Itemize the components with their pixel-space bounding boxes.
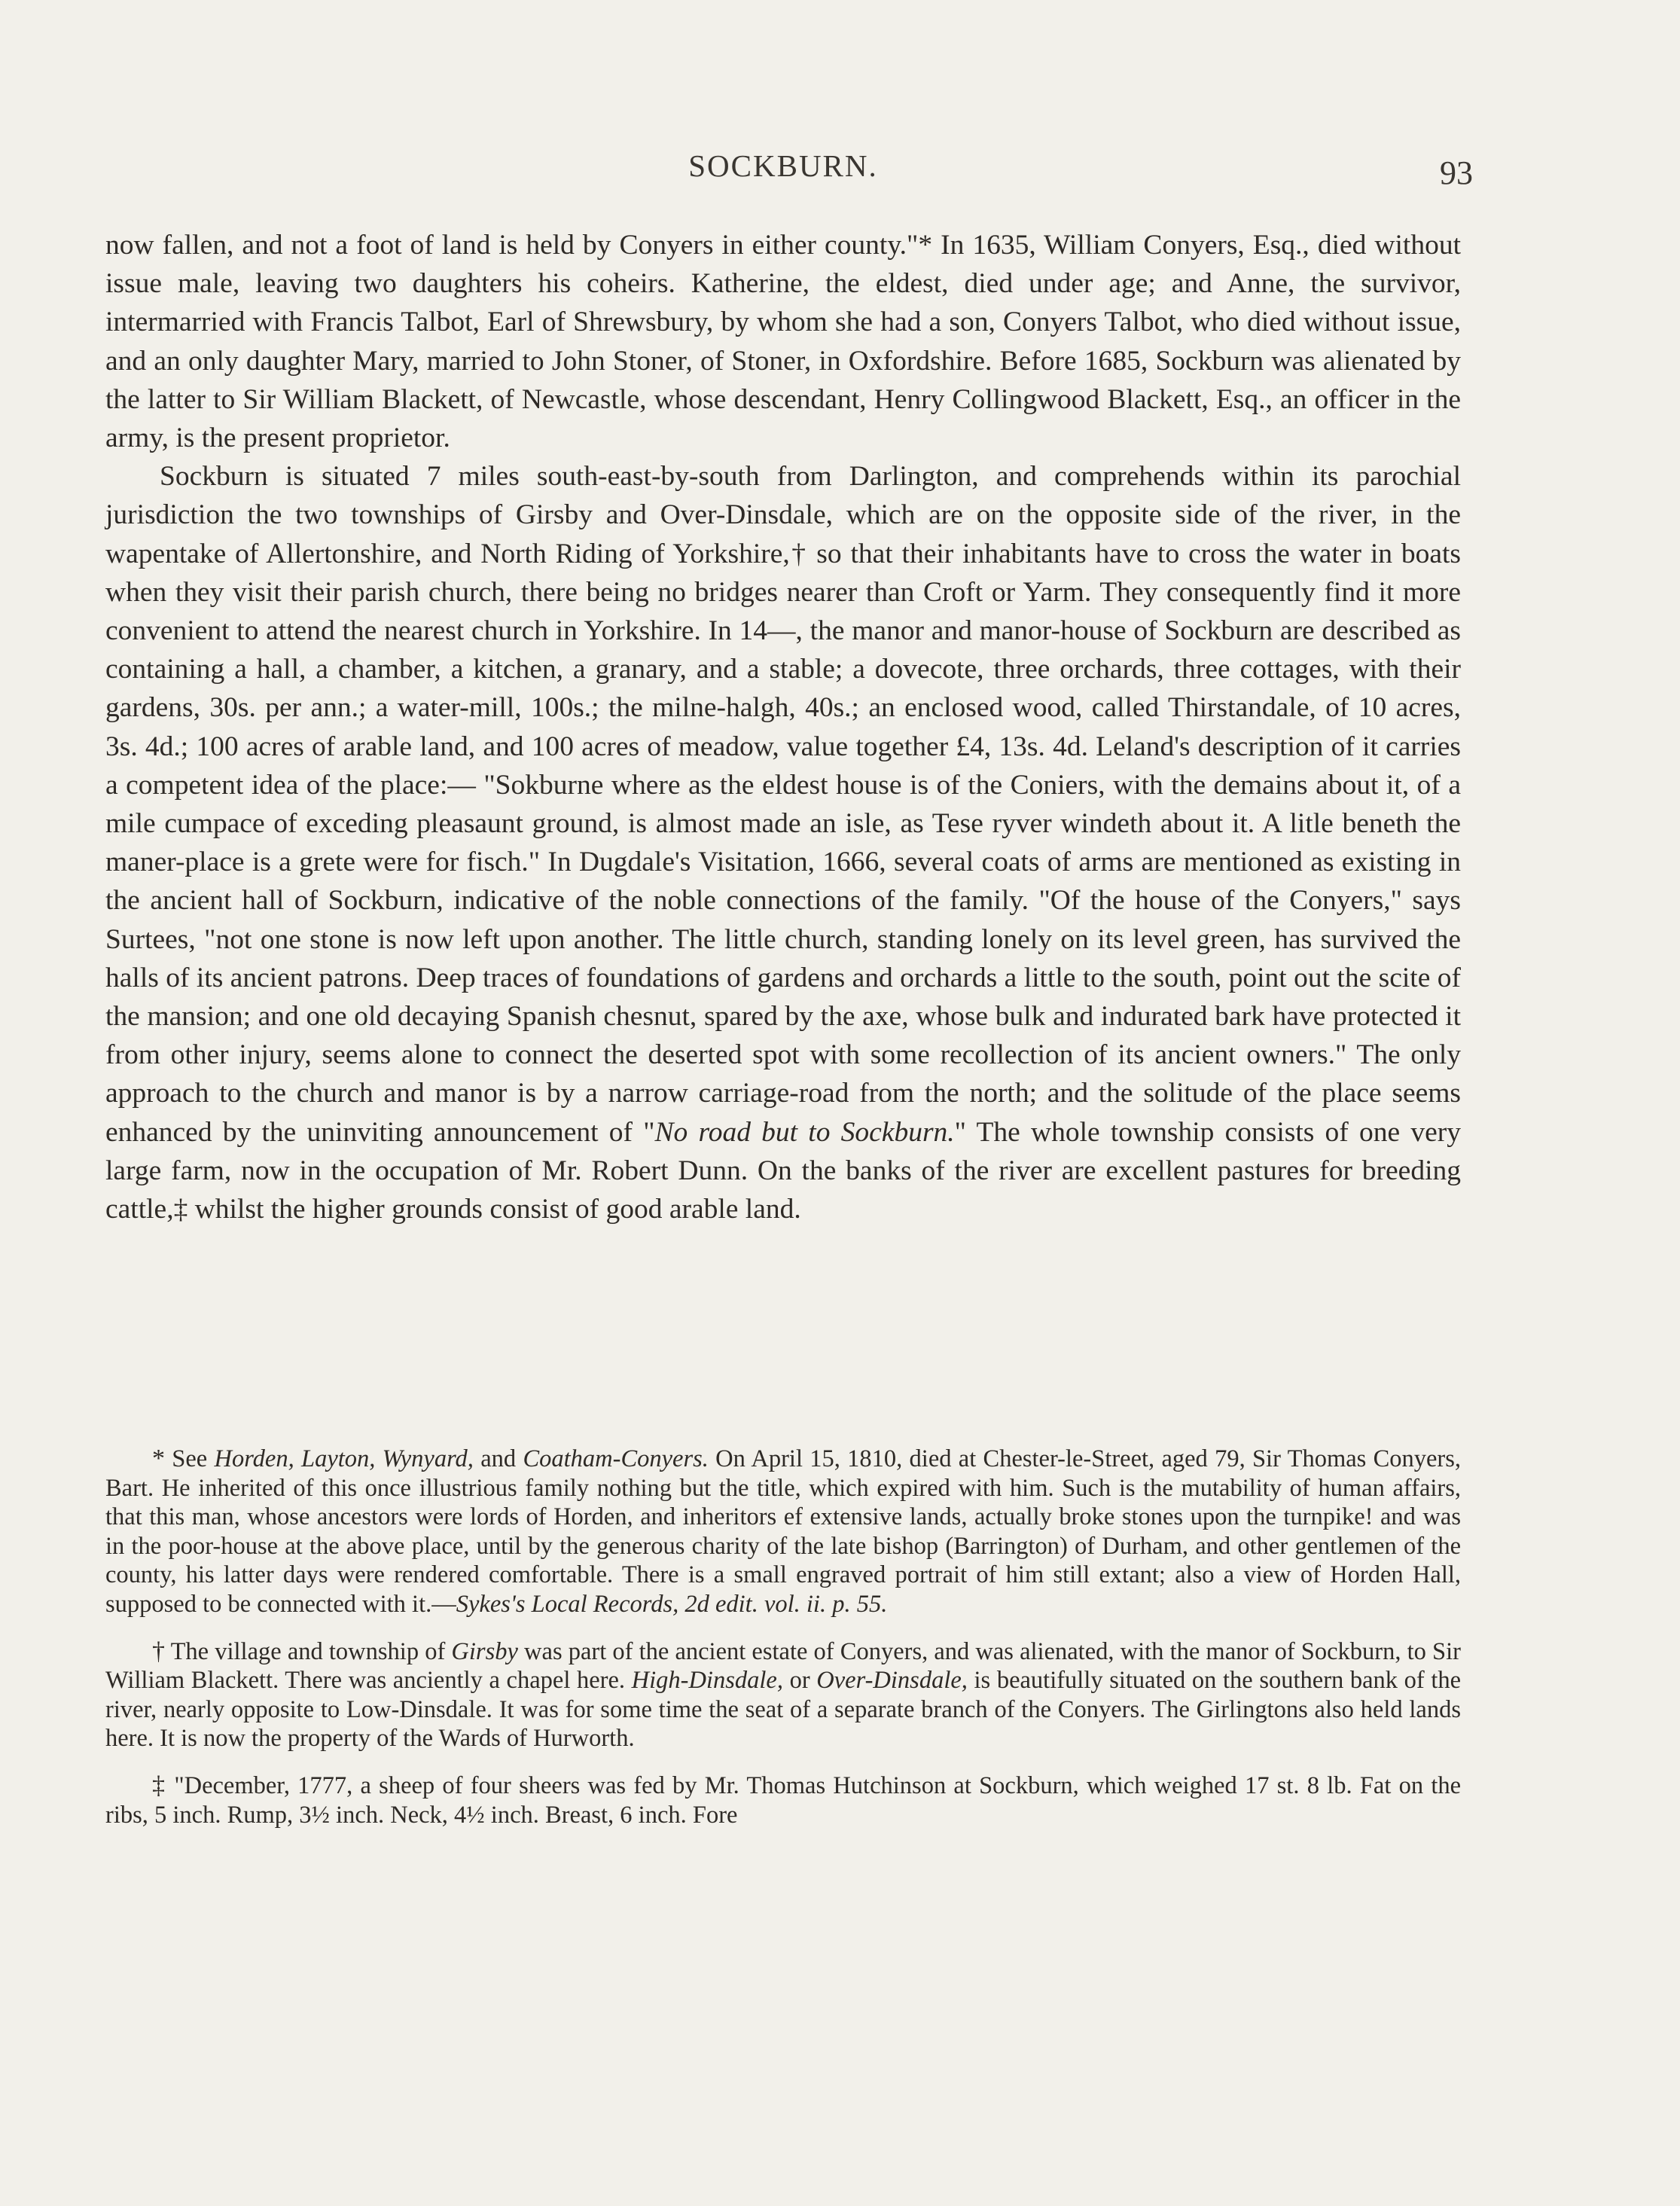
footnote-italic-high-dinsdale: High-Dinsdale, xyxy=(631,1667,783,1695)
footnotes xyxy=(105,1445,1461,1847)
footnote-text: is beautifully situated on the southern bank of the river, nearly opposite to Low-Dinsdale. It was for some time the seat of a separate branch of the Conyers. The Girlingtons also held lands here. It is now the property of the Wards of Hurworth. xyxy=(105,1667,1462,1753)
footnote-dagger xyxy=(105,1637,1461,1753)
footnote-text: or xyxy=(789,1667,810,1695)
footnote-marker: * xyxy=(152,1445,165,1472)
footnote-asterisk xyxy=(105,1445,1461,1619)
footnote-marker: ‡ xyxy=(152,1771,167,1799)
page-number: 93 xyxy=(1440,154,1473,191)
footnote-source-italic: Sykes's Local Records, 2d edit. vol. ii. p. 55. xyxy=(456,1590,888,1618)
paragraph-text-after-quote: " The whole township consists of one very large farm, now in the occupation of Mr. Robert Dunn. On the banks of the river are excellent pastures for breeding cattle,‡ whilst the higher grounds consist of good arable land. xyxy=(105,1116,1461,1225)
footnote-ref-italic: Coatham-Conyers. xyxy=(523,1445,709,1472)
footnote-text: "December, 1777, a sheep of four sheers was fed by Mr. Thomas Hutchinson at Sockburn, which weighed 17 st. 8 lb. Fat on the ribs, 5 inch. Rump, 3½ inch. Neck, 4½ inch. Breast, 6 inch. Fore xyxy=(105,1771,1462,1829)
running-title: SOCKBURN. xyxy=(688,148,878,183)
footnote-ref-italic: Horden, Layton, Wynyard, xyxy=(214,1445,474,1472)
footnote-italic-girsby: Girsby xyxy=(451,1637,518,1665)
footnote-marker: † xyxy=(152,1637,166,1665)
footnote-italic-over-dinsdale: Over-Dinsdale, xyxy=(816,1667,968,1695)
footnote-text: See xyxy=(172,1445,208,1472)
footnote-text: On April 15, 1810, died at Chester-le-Street, aged 79, Sir Thomas Conyers, Bart. He inherited of this once illustrious family nothing but the title, which expired with him. Such is the mutability of human affairs, that this man, whose ancestors were lords of Horden, and inheritors ef extensive lands, actually broke stones upon the turnpike! and was in the poor-house at the above place, until by the generous charity of the late bishop (Barrington) of Durham, and other gentlemen of the county, his latter days were rendered comfortable. There is a small engraved portrait of him still extant; also a view of Horden Hall, supposed to be connected with it.— xyxy=(105,1445,1462,1618)
paragraph-text-before-quote: Sockburn is situated 7 miles south-east-by-south from Darlington, and comprehends within its parochial jurisdiction the two townships of Girsby and Over-Dinsdale, which are on the opposite side of the river, in the wapentake of Allertonshire, and North Riding of Yorkshire,† so that their inhabitants have to cross the water in boats when they visit their parish church, there being no bridges nearer than Croft or Yarm. They consequently find it more convenient to attend the nearest church in Yorkshire. In 14—, the manor and manor-house of Sockburn are described as containing a hall, a chamber, a kitchen, a granary, and a stable; a dovecote, three orchards, three cottages, with their gardens, 30s. per ann.; a water-mill, 100s.; the milne-halgh, 40s.; an enclosed wood, called Thirstandale, of 10 acres, 3s. 4d.; 100 acres of arable land, and 100 acres of meadow, value together £4, 13s. 4d. Leland's description of it carries a competent idea of the place:— "Sokburne where as the eldest house is of the Coniers, with the demains about it, of a mile cumpace of exceding pleasaunt ground, is almost made an isle, as Tese ryver windeth about it. A litle beneth the maner-place is a grete were for fisch." In Dugdale's Visitation, 1666, several coats of arms are mentioned as existing in the ancient hall of Sockburn, indicative of the noble connections of the family. "Of the house of the Conyers," says Surtees, "not one stone is now left upon another. The little church, standing lonely on its level green, has survived the halls of its ancient patrons. Deep traces of foundations of gardens and orchards a little to the south, point out the scite of the mansion; and one old decaying Spanish chesnut, spared by the axe, whose bulk and indurated bark have protected it from other injury, seems alone to connect the deserted spot with some recollection of its ancient owners." The only approach to the church and manor is by a narrow carriage-road from the north; and the solitude of the place seems enhanced by the uninviting announcement of " xyxy=(105,461,1461,1148)
main-text xyxy=(105,226,1461,1228)
footnote-text: The village and township of xyxy=(170,1637,446,1665)
paragraph-continuation: now fallen, and not a foot of land is held by Conyers in either county."* In 1635, William Conyers, Esq., died without issue male, leaving two daughters his coheirs. Katherine, the eldest, died under age; and Anne, the survivor, intermarried with Francis Talbot, Earl of Shrewsbury, by whom she had a son, Conyers Talbot, who died without issue, and an only daughter Mary, married to John Stoner, of Stoner, in Oxfordshire. Before 1685, Sockburn was alienated by the latter to Sir William Blackett, of Newcastle, whose descendant, Henry Collingwood Blackett, Esq., an officer in the army, is the present proprietor. xyxy=(105,230,1461,454)
paragraph-sockburn-description xyxy=(105,457,1461,1228)
italic-quote-no-road: No road but to Sockburn. xyxy=(654,1116,955,1148)
footnote-text: and xyxy=(480,1445,517,1472)
page-header xyxy=(105,148,1473,193)
footnote-text: was part of the ancient estate of Conyers, and was alienated, with the manor of Sockburn, to Sir William Blackett. There was anciently a chapel here. xyxy=(105,1637,1461,1695)
footnote-double-dagger xyxy=(105,1771,1461,1829)
